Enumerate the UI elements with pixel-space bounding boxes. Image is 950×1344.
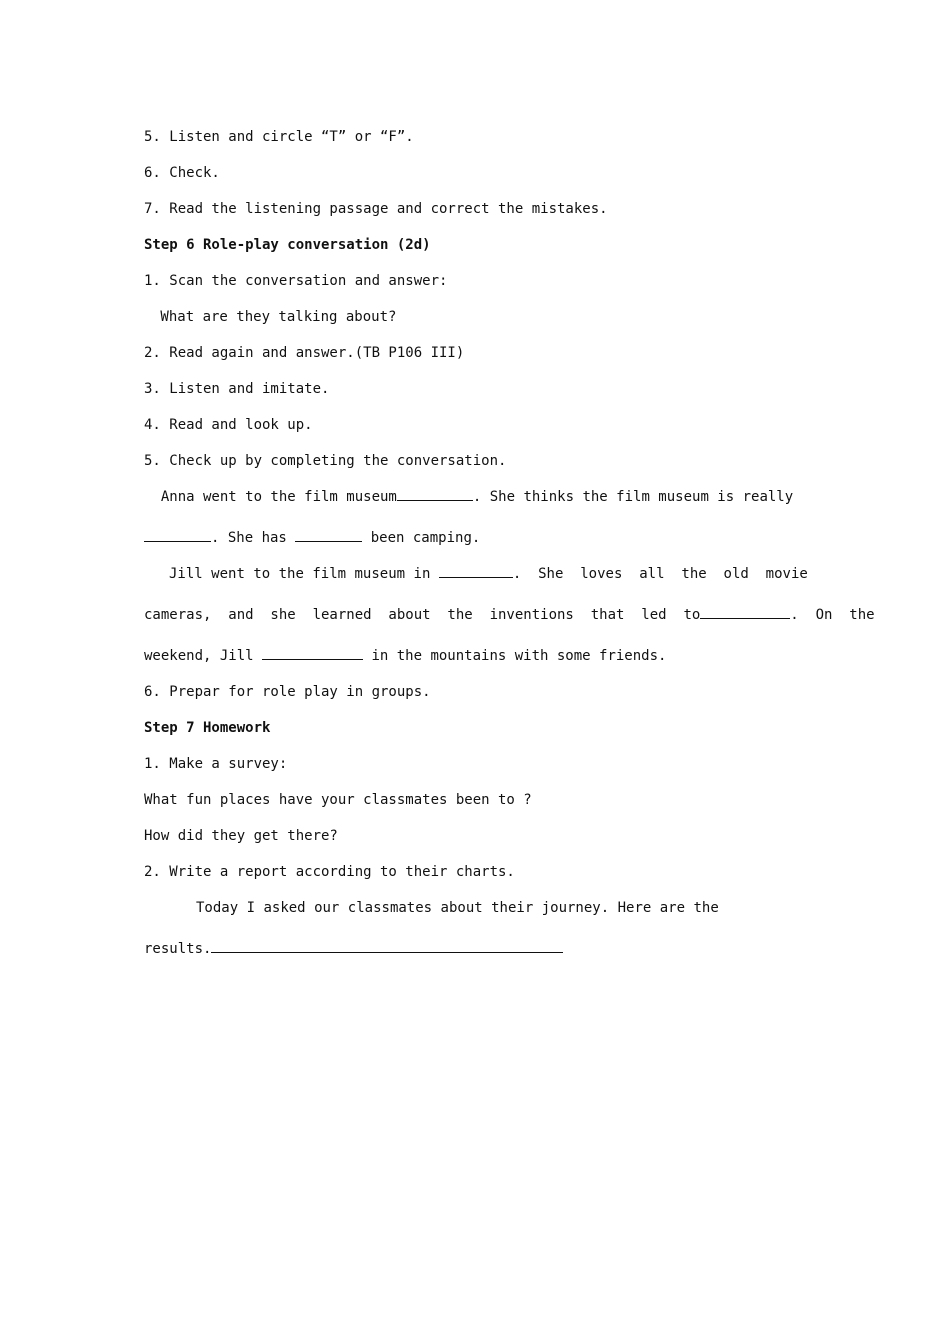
step6-item-2: 2. Read again and answer.(TB P106 III) — [144, 345, 465, 361]
step6-item-5: 5. Check up by completing the conversation. — [144, 453, 507, 469]
step6-question: What are they talking about? — [152, 309, 397, 325]
step7-heading: Step 7 Homework — [144, 720, 271, 736]
anna-blank-1[interactable] — [397, 486, 473, 501]
instruction-7: 7. Read the listening passage and correct the mistakes. — [144, 201, 608, 217]
anna-paragraph — [144, 486, 806, 549]
jill-blank-1[interactable] — [439, 563, 513, 578]
document-page — [144, 126, 875, 974]
jill-row-2: cameras, and she learned about the inventions that led to . On the — [144, 604, 806, 645]
step6-item-3: 3. Listen and imitate. — [144, 381, 330, 397]
jill-row-3: weekend, Jill in the mountains with some friends. — [144, 645, 806, 667]
report-paragraph — [144, 897, 806, 960]
anna-row-1: Anna went to the film museum . She thinks the film museum is really — [144, 486, 806, 527]
anna-blank-2[interactable] — [144, 527, 211, 542]
step7-item-2: 2. Write a report according to their charts. — [144, 864, 515, 880]
report-row-1: Today I asked our classmates about their journey. Here are the — [196, 900, 719, 916]
jill-blank-2[interactable] — [700, 604, 790, 619]
anna-row-2: . She has been camping. — [144, 527, 806, 549]
step6-heading: Step 6 Role-play conversation (2d) — [144, 237, 431, 253]
anna-blank-3[interactable] — [295, 527, 362, 542]
step6-item-1: 1. Scan the conversation and answer: — [144, 273, 448, 289]
jill-blank-3[interactable] — [262, 645, 363, 660]
survey-question-1: What fun places have your classmates been to ? — [144, 792, 532, 808]
report-blank[interactable] — [211, 938, 563, 953]
survey-question-2: How did they get there? — [144, 828, 338, 844]
step7-item-1: 1. Make a survey: — [144, 756, 288, 772]
step6-item-4: 4. Read and look up. — [144, 417, 313, 433]
report-row-2: results. — [144, 938, 806, 960]
step6-item-6: 6. Prepar for role play in groups. — [144, 684, 431, 700]
instruction-6: 6. Check. — [144, 165, 220, 181]
instruction-5: 5. Listen and circle “T” or “F”. — [144, 129, 414, 145]
jill-row-1: Jill went to the film museum in . She loves all the old movie — [144, 563, 806, 604]
jill-paragraph — [144, 563, 875, 667]
